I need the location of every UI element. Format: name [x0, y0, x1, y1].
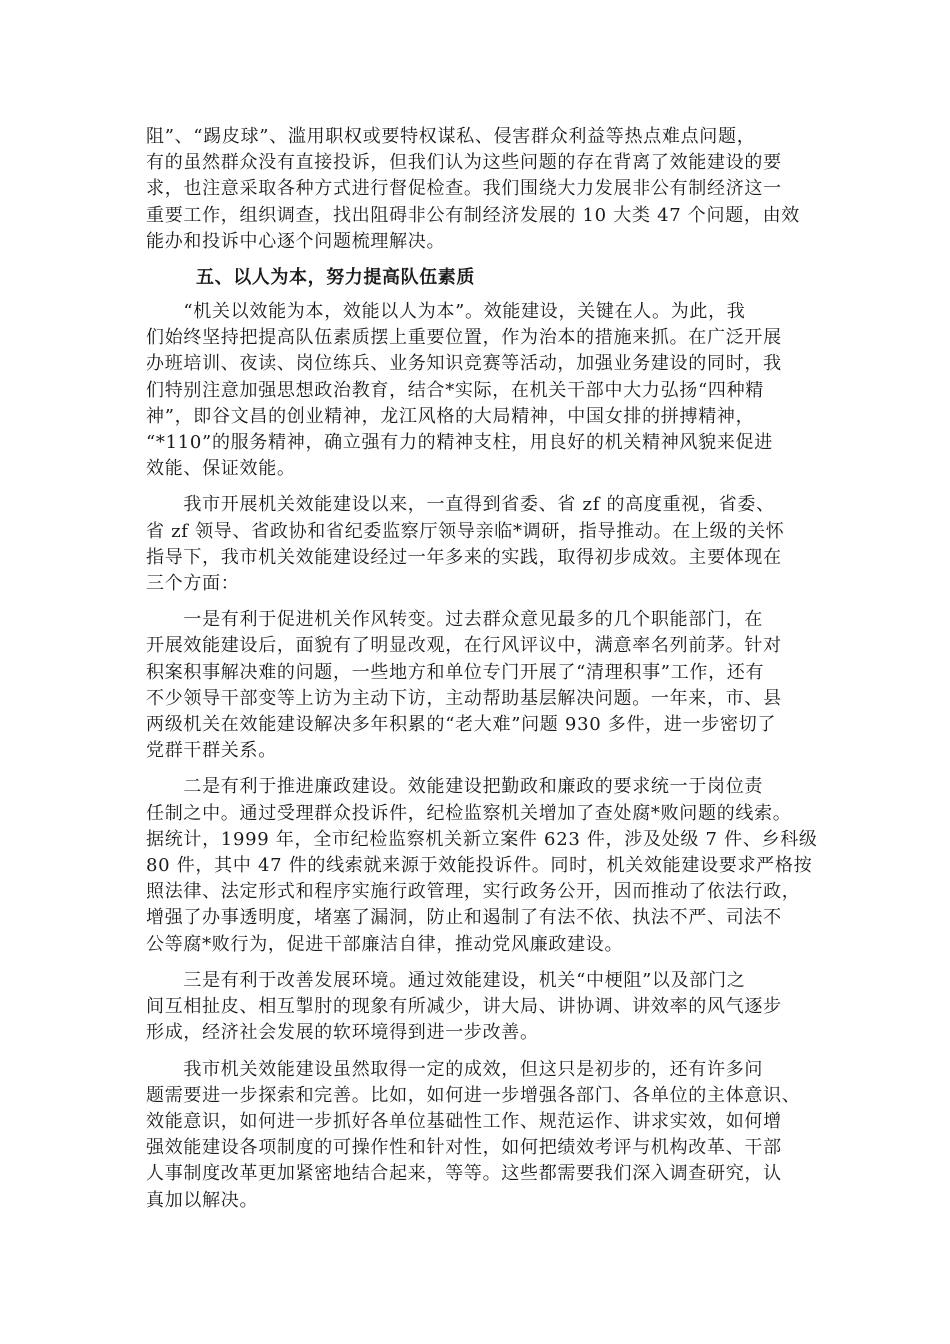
text-line: 们始终坚持把提高队伍素质摆上重要位置，作为治本的措施来抓。在广泛开展 [146, 327, 782, 349]
text-line: 能办和投诉中心逐个问题梳理解决。 [146, 230, 446, 252]
text-line: 积案积事解决难的问题，一些地方和单位专门开展了“清理积事”工作，还有 [146, 661, 765, 683]
text-line: 开展效能建设后，面貌有了明显改观，在行风评议中，满意率名列前茅。针对 [146, 635, 782, 657]
paragraph-point-one [146, 607, 812, 764]
text-line: 三个方面： [146, 573, 240, 595]
text-line: 二是有利于推进廉政建设。效能建设把勤政和廉政的要求统一于岗位责 [146, 776, 764, 798]
text-line: 不少领导干部变等上访为主动下访，主动帮助基层解决问题。一年来，市、县 [146, 687, 782, 709]
text-line: 党群干群关系。 [146, 740, 277, 762]
text-line: 题需要进一步探索和完善。比如，如何进一步增强各部门、各单位的主体意识、 [146, 1084, 801, 1106]
text-line: 有的虽然群众没有直接投诉，但我们认为这些问题的存在背离了效能建设的要 [146, 152, 782, 174]
text-line: 公等腐*败行为，促进干部廉洁自律，推动党风廉政建设。 [146, 933, 624, 955]
text-line: 两级机关在效能建设解决多年积累的“老大难”问题 930 多件，进一步密切了 [146, 714, 777, 736]
text-line: 增强了办事透明度，堵塞了漏洞，防止和遏制了有法不依、执法不严、司法不 [146, 907, 782, 929]
text-line: 形成，经济社会发展的软环境得到进一步改善。 [146, 1022, 539, 1044]
text-line: 照法律、法定形式和程序实施行政管理，实行政务公开，因而推动了依法行政， [146, 881, 801, 903]
text-line: 神”，即谷文昌的创业精神，龙江风格的大局精神，中国女排的拼搏精神， [146, 405, 755, 427]
text-line: 效能、保证效能。 [146, 458, 296, 480]
paragraph-intro [146, 124, 812, 255]
text-line: 省 zf 领导、省政协和省纪委监察厅领导亲临*调研，指导推动。在上级的关怀 [146, 520, 785, 542]
text-line: 求，也注意采取各种方式进行督促检查。我们围绕大力发展非公有制经济这一 [146, 178, 782, 200]
text-line: 一是有利于促进机关作风转变。过去群众意见最多的几个职能部门，在 [146, 609, 764, 631]
text-line: 重要工作，组织调查，找出阻碍非公有制经济发展的 10 大类 47 个问题，由效 [146, 204, 800, 226]
paragraph-conclusion [146, 1057, 812, 1214]
text-line: 三是有利于改善发展环境。通过效能建设，机关“中梗阻”以及部门之 [146, 969, 746, 991]
text-line: 我市机关效能建设虽然取得一定的成效，但这只是初步的，还有许多问 [146, 1058, 764, 1080]
paragraph-people-first [146, 299, 812, 482]
document-page [146, 124, 818, 1224]
text-line: 我市开展机关效能建设以来，一直得到省委、省 zf 的高度重视，省委、 [146, 494, 775, 516]
text-line: 效能意识，如何进一步抓好各单位基础性工作、规范运作、讲求实效，如何增 [146, 1110, 782, 1132]
paragraph-point-three [146, 968, 812, 1047]
text-line: “*110”的服务精神，确立强有力的精神支柱，用良好的机关精神风貌来促进 [146, 432, 773, 454]
text-line: 真加以解决。 [146, 1189, 259, 1211]
text-line: 间互相扯皮、相互掣肘的现象有所减少，讲大局、讲协调、讲效率的风气逐步 [146, 996, 782, 1018]
text-line: 据统计，1999 年，全市纪检监察机关新立案件 623 件，涉及处级 7 件、乡科级 [146, 828, 818, 850]
text-line: 办班培训、夜读、岗位练兵、业务知识竞赛等活动，加强业务建设的同时，我 [146, 353, 782, 375]
paragraph-results-intro [146, 492, 812, 597]
paragraph-point-two [146, 774, 818, 957]
text-line: 人事制度改革更加紧密地结合起来，等等。这些都需要我们深入调查研究，认 [146, 1163, 782, 1185]
text-line: 强效能建设各项制度的可操作性和针对性，如何把绩效考评与机构改革、干部 [146, 1137, 782, 1159]
text-line: 80 件，其中 47 件的线索就来源于效能投诉件。同时，机关效能建设要求严格按 [146, 855, 813, 877]
text-line: 们特别注意加强思想政治教育，结合*实际，在机关干部中大力弘扬“四种精 [146, 379, 764, 401]
text-line: 指导下，我市机关效能建设经过一年多来的实践，取得初步成效。主要体现在 [146, 546, 782, 568]
section-heading: 五、以人为本，努力提高队伍素质 [196, 267, 475, 289]
text-line: 任制之中。通过受理群众投诉件，纪检监察机关增加了查处腐*败问题的线索。 [146, 802, 792, 824]
text-line: 阻”、“踢皮球”、滥用职权或要特权谋私、侵害群众利益等热点难点问题， [146, 126, 756, 147]
text-line: “机关以效能为本，效能以人为本”。效能建设，关键在人。为此，我 [146, 301, 746, 323]
